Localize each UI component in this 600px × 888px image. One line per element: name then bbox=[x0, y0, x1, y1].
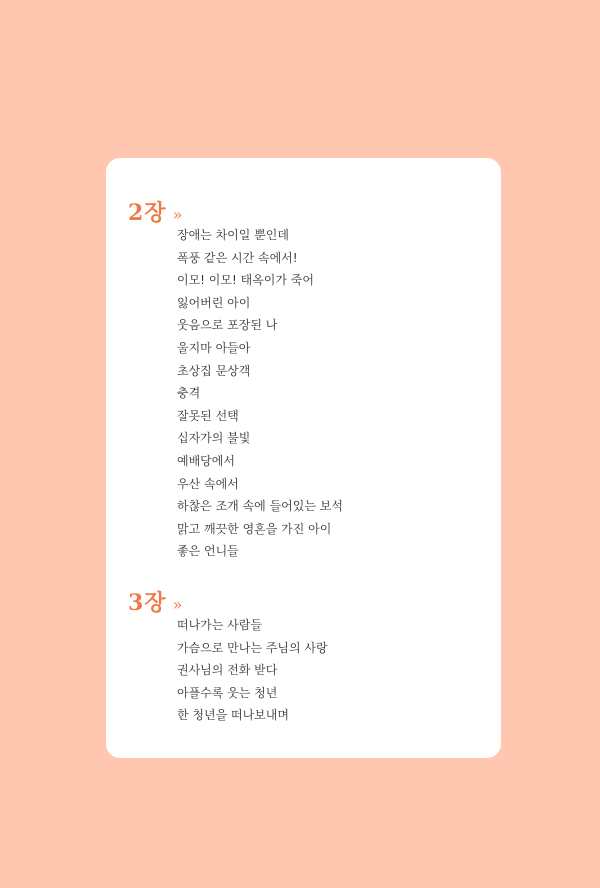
toc-item[interactable]: 웃음으로 포장된 나 bbox=[177, 318, 278, 333]
toc-item[interactable]: 아플수록 웃는 청년 bbox=[177, 685, 278, 700]
toc-item[interactable]: 한 청년을 떠나보내며 bbox=[177, 708, 289, 723]
toc-item[interactable]: 십자가의 불빛 bbox=[177, 431, 251, 446]
toc-item[interactable]: 예배당에서 bbox=[177, 453, 235, 468]
chapter-number: 2장 bbox=[128, 200, 167, 226]
chevron-right-icon: » bbox=[172, 205, 183, 224]
toc-item[interactable]: 폭풍 같은 시간 속에서! bbox=[177, 250, 298, 265]
toc-item[interactable]: 울지마 아들아 bbox=[177, 340, 251, 355]
chapter-number: 3장 bbox=[128, 590, 167, 616]
toc-item[interactable]: 이모! 이모! 태옥이가 죽어 bbox=[177, 273, 314, 288]
toc-list bbox=[177, 614, 328, 727]
toc-item[interactable]: 떠나가는 사람들 bbox=[177, 618, 262, 632]
chapter-heading bbox=[128, 196, 343, 226]
toc-item[interactable]: 잘못된 선택 bbox=[177, 408, 239, 423]
toc-item[interactable]: 가슴으로 만나는 주님의 사랑 bbox=[177, 640, 328, 655]
chapter-2-section bbox=[128, 196, 343, 563]
toc-item[interactable]: 충격 bbox=[177, 386, 201, 401]
toc-card bbox=[106, 158, 501, 758]
toc-list bbox=[177, 224, 343, 563]
toc-item[interactable]: 잃어버린 아이 bbox=[177, 295, 251, 310]
toc-item[interactable]: 우산 속에서 bbox=[177, 476, 239, 491]
toc-item[interactable]: 맑고 깨끗한 영혼을 가진 아이 bbox=[177, 521, 332, 536]
chapter-3-section bbox=[128, 586, 328, 727]
toc-item[interactable]: 장애는 차이일 뿐인데 bbox=[177, 228, 289, 242]
toc-item[interactable]: 좋은 언니들 bbox=[177, 544, 239, 559]
toc-item[interactable]: 초상집 문상객 bbox=[177, 363, 251, 378]
chevron-right-icon: » bbox=[172, 595, 183, 614]
toc-item[interactable]: 권사님의 전화 받다 bbox=[177, 663, 278, 678]
chapter-heading bbox=[128, 586, 328, 616]
toc-item[interactable]: 하찮은 조개 속에 들어있는 보석 bbox=[177, 499, 343, 514]
